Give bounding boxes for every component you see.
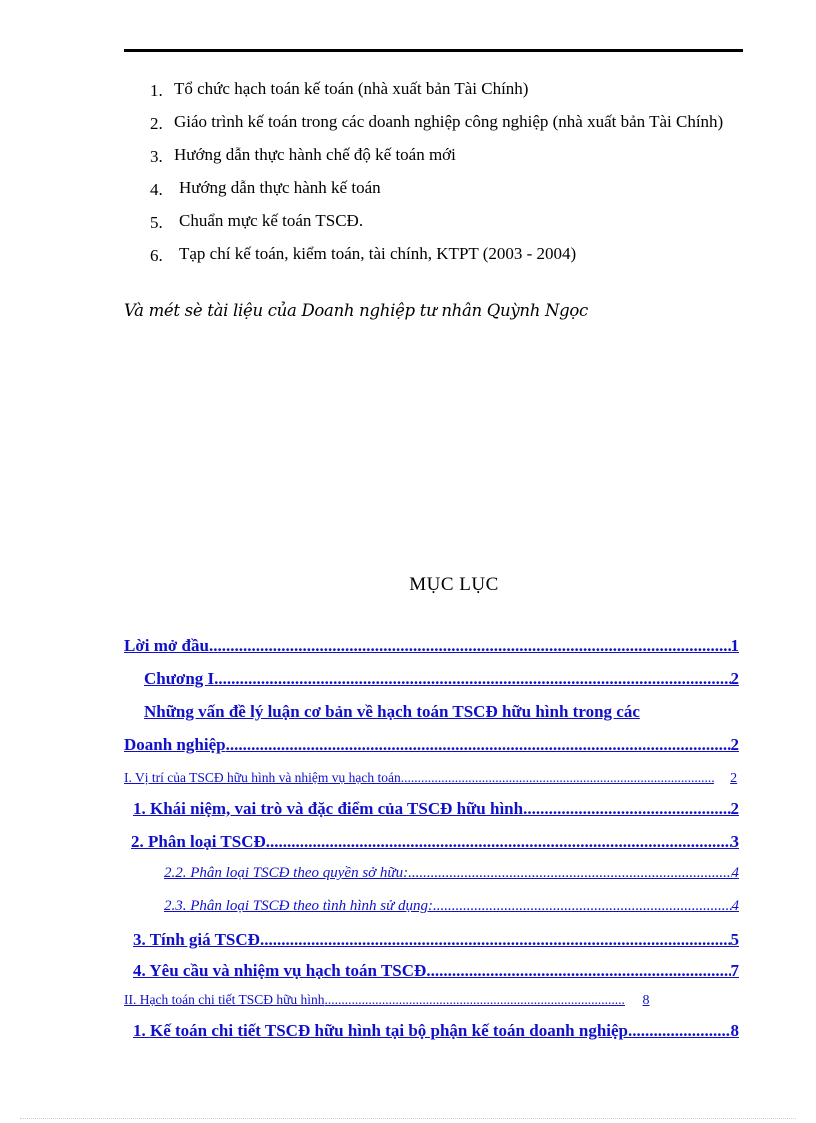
header-rule — [124, 49, 743, 52]
reference-item — [124, 237, 744, 270]
toc-leader-dots — [266, 832, 731, 852]
reference-number: 4. — [150, 180, 163, 199]
toc-leader-dots — [214, 669, 730, 689]
reference-number: 6. — [150, 246, 163, 265]
toc-leader-dots — [209, 636, 731, 656]
reference-text: Hướng dẫn thực hành kế toán — [179, 178, 381, 197]
toc-page-number: 1 — [730, 636, 739, 655]
toc-entry-yeu-cau[interactable] — [133, 961, 739, 981]
toc-leader-dots — [523, 799, 730, 819]
toc-leader-dots — [426, 961, 730, 981]
toc-entry-text: 1. Khái niệm, vai trò và đặc điểm của TSCĐ hữu hình — [133, 799, 524, 818]
toc-page-number: 5 — [730, 930, 739, 949]
toc-entry-text: Chương I — [144, 669, 215, 688]
toc-entry-tinh-gia[interactable] — [133, 930, 739, 950]
toc-entry-doanh-nghiep[interactable] — [124, 735, 739, 755]
toc-page-number: 8 — [642, 993, 650, 1008]
reference-text: Chuẩn mực kế toán TSCĐ. — [179, 211, 364, 230]
toc-leader-dots — [628, 1021, 730, 1041]
toc-page-number: 2 — [730, 735, 739, 754]
toc-entry-hach-toan-chi-tiet[interactable] — [124, 992, 739, 1009]
toc-page-number: 2 — [730, 669, 739, 688]
toc-entry-vi-tri[interactable] — [124, 770, 739, 787]
toc-page-number: 4 — [731, 898, 739, 914]
toc-leader-dots — [408, 865, 731, 882]
toc-entry-text: 2.2. Phân loại TSCĐ theo quyền sở hữu: — [164, 865, 409, 881]
toc-entry-text: 1. Kế toán chi tiết TSCĐ hữu hình tại bộ phận kế toán doanh nghiệp — [133, 1021, 629, 1040]
toc-entry-text: 2.3. Phân loại TSCĐ theo tình hình sử dụng: — [164, 898, 434, 914]
toc-page-number: 3 — [730, 832, 739, 851]
reference-number: 2. — [150, 114, 163, 133]
toc-leader-dots — [260, 930, 731, 950]
reference-text: Giáo trình kế toán trong các doanh nghiệp công nghiệp (nhà xuất bản Tài Chính) — [174, 112, 724, 131]
reference-number: 1. — [150, 81, 163, 100]
page-bottom-border — [20, 1118, 796, 1119]
toc-entry-loi-mo-dau[interactable] — [124, 636, 739, 656]
toc-entry-ke-toan-chi-tiet[interactable] — [133, 1021, 739, 1041]
toc-entry-phan-loai-so-huu[interactable] — [164, 865, 739, 882]
toc-entry-phan-loai-su-dung[interactable] — [164, 898, 739, 915]
reference-item — [124, 72, 744, 105]
toc-entry-khai-niem[interactable] — [133, 799, 739, 819]
toc-leader-dots — [226, 735, 731, 755]
toc-entry-chuong-1[interactable] — [144, 669, 739, 689]
reference-text: Tổ chức hạch toán kế toán (nhà xuất bản Tài Chính) — [174, 79, 529, 98]
toc-entry-nhung-van-de[interactable] — [144, 702, 640, 722]
toc-entry-text: Lời mở đầu — [124, 636, 209, 655]
reference-number: 5. — [150, 213, 163, 232]
toc-leader-dots — [404, 770, 714, 786]
reference-text: Hướng dẫn thực hành chế độ kế toán mới — [174, 145, 456, 164]
reference-item — [124, 171, 744, 204]
toc-entry-phan-loai[interactable] — [131, 832, 739, 852]
toc-entry-text: 3. Tính giá TSCĐ — [133, 930, 260, 949]
toc-entry-text: Những vấn đề lý luận cơ bản về hạch toán TSCĐ hữu hình trong các — [144, 702, 640, 721]
toc-entry-text: 4. Yêu cầu và nhiệm vụ hạch toán TSCĐ — [133, 961, 427, 980]
toc-leader-dots — [433, 898, 731, 915]
toc-page-number: 7 — [730, 961, 739, 980]
toc-entry-text: 2. Phân loại TSCĐ — [131, 832, 266, 851]
toc-page-number: 2 — [730, 799, 739, 818]
toc-page-number: 2 — [730, 771, 738, 786]
toc-page-number: 4 — [731, 865, 739, 881]
reference-item — [124, 204, 744, 237]
reference-text: Tạp chí kế toán, kiểm toán, tài chính, KTPT (2003 - 2004) — [179, 244, 577, 263]
reference-list — [124, 72, 744, 270]
toc-entry-text: I. Vị trí của TSCĐ hữu hình và nhiệm vụ hạch toán. — [124, 770, 405, 785]
toc-leader-dots — [325, 992, 625, 1008]
toc-page-number: 8 — [730, 1021, 739, 1040]
toc-entry-text: Doanh nghiệp — [124, 735, 226, 754]
toc-title: MỤC LỤC — [409, 574, 499, 595]
reference-item — [124, 105, 744, 138]
reference-number: 3. — [150, 147, 163, 166]
toc-entry-text: II. Hạch toán chi tiết TSCĐ hữu hình — [124, 992, 325, 1007]
reference-note: Và mét sè tài liệu của Doanh nghiệp tư nhân Quỳnh Ngọc — [124, 301, 588, 320]
reference-item — [124, 138, 744, 171]
